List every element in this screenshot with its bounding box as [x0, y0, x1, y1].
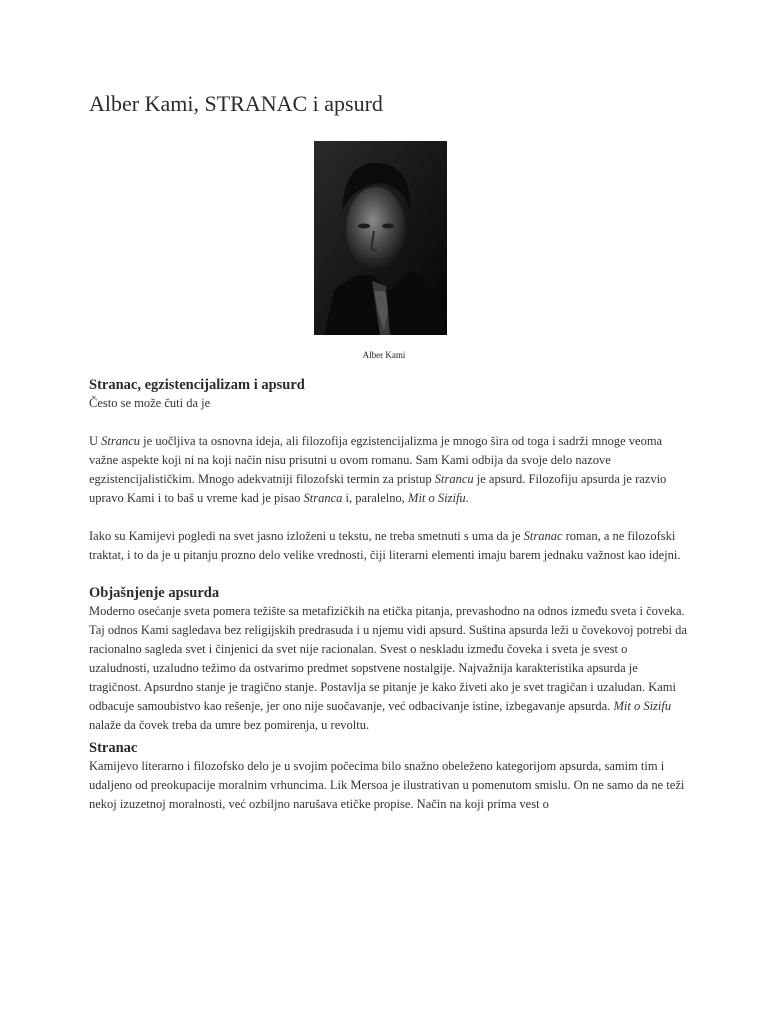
paragraph: Često se može čuti da je [89, 396, 211, 410]
paragraph: U Strancu je uočljiva ta osnovna ideja, ali filozofija egzistencijalizma je mnogo šira od toga i sadrži mnoge veoma važne aspekte koji ni na koji način nisu prisutni u ovom romanu. Sam Kami odbija da svoje delo nazove egzistencijalističkim. Mnogo adekvatniji filozofski termin za pristup Strancu je apsurd. Filozofiju apsurda je razvio upravo Kami i to baš u vreme kad je pisao Stranca i, paralelno, Mit o Sizifu. [89, 434, 667, 505]
photo-caption: Alber Kami [362, 350, 406, 360]
paragraph: Moderno osećanje sveta pomera težište sa metafizičkih na etička pitanja, prevashodno na odnos između sveta i čoveka. Taj odnos Kami sagledava bez religijskih predrasuda i u njemu vidi apsurd. Suština apsurda leži u čovekovoj potrebi da racionalno sagleda svet i činjenici da svet nije racionalan. Svest o neskladu između čoveka i sveta je svest o uzaludnosti, uzaludno težimo da ostvarimo predmet sopstvene nostalgije. Najvažnija karakteristika apsurda je tragičnost. Apsurdno stanje je tragično stanje. Postavlja se pitanje je kako živeti ako je svet tragičan i uzaludan. Kami odbacuje samoubistvo kao rešenje, jer ono nije suočavanje, već odbacivanje istine, izbegavanje apsurda. Mit o Sizifu nalaže da čovek treba da umre bez pomirenja, u revoltu. [89, 604, 687, 732]
page-title: Alber Kami, STRANAC i apsurd [89, 91, 383, 116]
portrait-image [314, 141, 447, 335]
section-heading: Stranac [89, 740, 138, 756]
section-heading: Stranac, egzistencijalizam i apsurd [89, 377, 305, 393]
paragraph: Iako su Kamijevi pogledi na svet jasno izloženi u tekstu, ne treba smetnuti s uma da je Stranac roman, a ne filozofski traktat, i to da je u pitanju prozno delo velike vrednosti, čiji literarni elementi imaju barem jednaku važnost kao idejni. [89, 529, 681, 562]
paragraph: Kamijevo literarno i filozofsko delo je u svojim počecima bilo snažno obeleženo kategorijom apsurda, samim tim i udaljeno od preokupacije moralnim vrhuncima. Lik Mersoa je ilustrativan u pomenutom smislu. On ne samo da ne teži nekoj izuzetnoj moralnosti, već ozbiljno narušava etičke propise. Način na koji prima vest o [89, 759, 685, 811]
author-portrait [314, 141, 447, 335]
section-heading: Objašnjenje apsurda [89, 585, 220, 601]
article-body [89, 376, 689, 814]
